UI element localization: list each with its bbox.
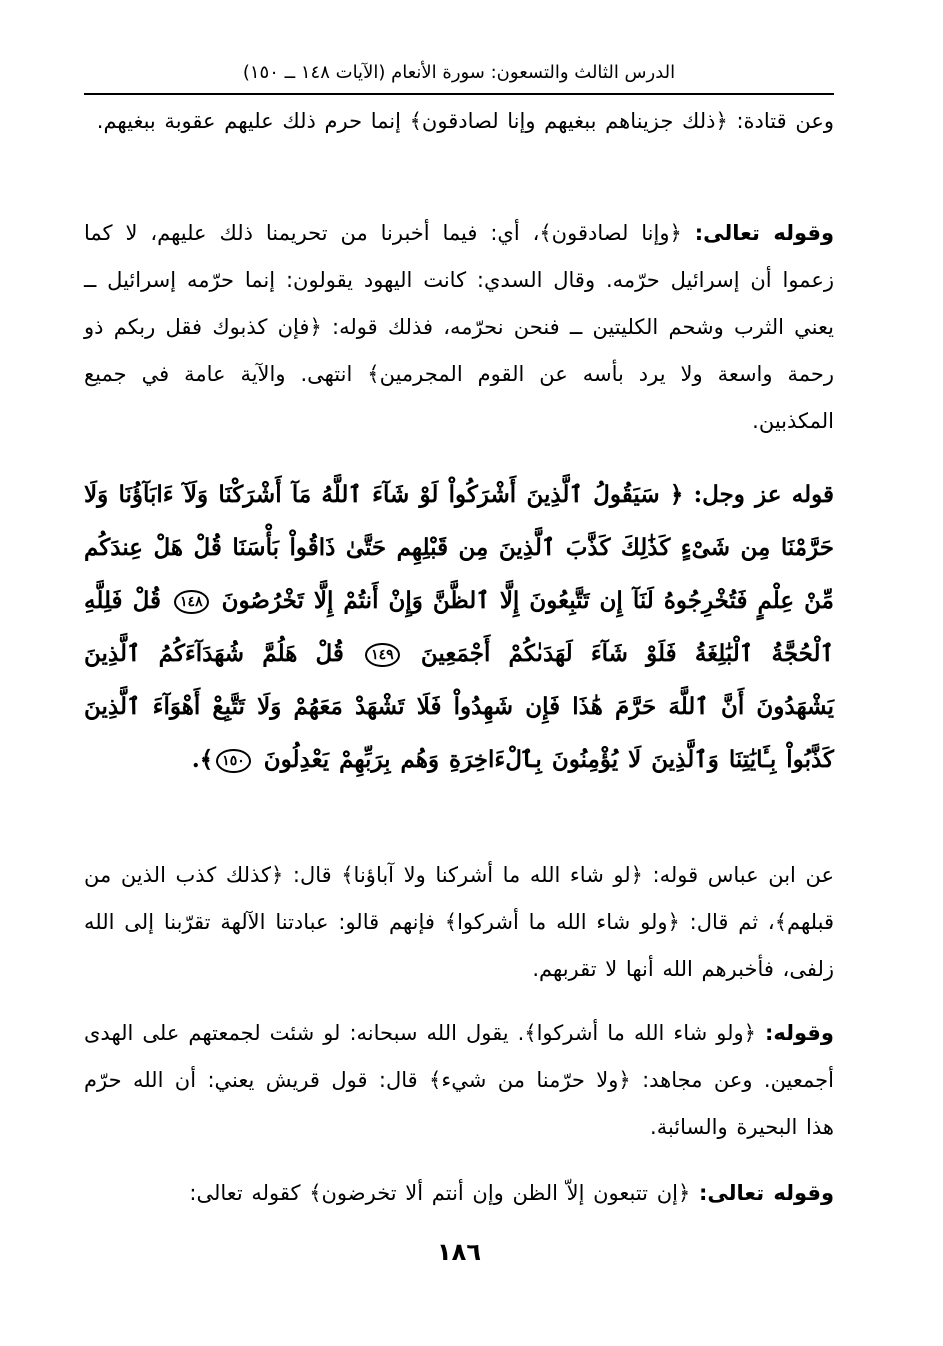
ayah-number-marker: ١٤٩	[365, 643, 400, 667]
paragraph-lead: قوله عز وجل:	[693, 481, 834, 508]
paragraph-text: وعن قتادة: ﴿ذلك جزيناهم ببغيهم وإنا لصادقون﴾ إنما حرم ذلك عليهم عقوبة ببغيهم.	[96, 109, 834, 133]
paragraph-lead: وقوله:	[765, 1021, 834, 1045]
paragraph-text: عن ابن عباس قوله: ﴿لو شاء الله ما أشركنا ولا آباؤنا﴾ قال: ﴿كذلك كذب الذين من قبلهم﴾، ثم قال: ﴿ولو شاء الله ما أشركوا﴾ فإنهم قالو: عبادتنا الآلهة تقرّبنا إلى الله زلفى، فأخبرهم الله أنها لا تقربهم.	[84, 863, 834, 981]
running-header: الدرس الثالث والتسعون: سورة الأنعام (الآيات ١٤٨ ــ ١٥٠)	[242, 62, 676, 83]
quran-verses-148-150	[84, 468, 834, 786]
paragraph-commentary-truthful	[84, 210, 834, 445]
paragraph-conjecture	[84, 1170, 834, 1217]
verse-149: قُلْ فَلِلَّهِ ٱلْحُجَّةُ ٱلْبَٰلِغَةُ فَلَوْ شَآءَ لَهَدَىٰكُمْ أَجْمَعِينَ	[84, 587, 834, 667]
verse-closing-bracket: ﴾.	[191, 746, 214, 773]
paragraph-text: ﴿إن تتبعون إلاّ الظن وإن أنتم ألا تخرضون﴾ كقوله تعالى:	[189, 1181, 699, 1205]
paragraph-lead: وقوله تعالى:	[698, 1181, 834, 1205]
ayah-number-marker: ١٥٠	[216, 749, 251, 773]
verse-150: قُلْ هَلُمَّ شُهَدَآءَكُمُ ٱلَّذِينَ يَشْهَدُونَ أَنَّ ٱللَّهَ حَرَّمَ هَٰذَا فَإِن شَهِدُواْ فَلَا تَشْهَدْ مَعَهُمْ وَلَا تَتَّبِعْ أَهْوَآءَ ٱلَّذِينَ كَذَّبُواْ بِـَٔايَٰتِنَا وَٱلَّذِينَ لَا يُؤْمِنُونَ بِٱلْءَاخِرَةِ وَهُم بِرَبِّهِمْ يَعْدِلُونَ	[84, 640, 834, 773]
ayah-number-marker: ١٤٨	[174, 590, 209, 614]
header-divider	[84, 93, 834, 95]
page-number: ١٨٦	[437, 1238, 481, 1266]
paragraph-mujahid	[84, 1010, 834, 1151]
paragraph-qatada	[84, 98, 834, 145]
paragraph-text: ﴿وإنا لصادقون﴾، أي: فيما أخبرنا من تحريمنا ذلك عليهم، لا كما زعموا أن إسرائيل حرّمه. وقال السدي: كانت اليهود يقولون: إنما حرّمه إسرائيل ــ يعني الثرب وشحم الكليتين ــ فنحن نحرّمه، فذلك قوله: ﴿فإن كذبوك فقل ربكم ذو رحمة واسعة ولا يرد بأسه عن القوم المجرمين﴾ انتهى. والآية عامة في جميع المكذبين.	[84, 221, 834, 433]
paragraph-lead: وقوله تعالى:	[694, 221, 834, 245]
verse-148: ﴿ سَيَقُولُ ٱلَّذِينَ أَشْرَكُواْ لَوْ شَآءَ ٱللَّهُ مَآ أَشْرَكْنَا وَلَآ ءَابَآؤُنَا وَلَا حَرَّمْنَا مِن شَىْءٍ كَذَٰلِكَ كَذَّبَ ٱلَّذِينَ مِن قَبْلِهِم حَتَّىٰ ذَاقُواْ بَأْسَنَا قُلْ هَلْ عِندَكُم مِّنْ عِلْمٍ فَتُخْرِجُوهُ لَنَآ إِن تَتَّبِعُونَ إِلَّا ٱلظَّنَّ وَإِنْ أَنتُمْ إِلَّا تَخْرُصُونَ	[84, 481, 834, 614]
paragraph-ibn-abbas	[84, 852, 834, 993]
paragraph-text: ﴿ولو شاء الله ما أشركوا﴾. يقول الله سبحانه: لو شئت لجمعتهم على الهدى أجمعين. وعن مجاهد: ﴿ولا حرّمنا من شيء﴾ قال: قول قريش يعني: أن الله حرّم هذا البحيرة والسائبة.	[84, 1021, 834, 1139]
